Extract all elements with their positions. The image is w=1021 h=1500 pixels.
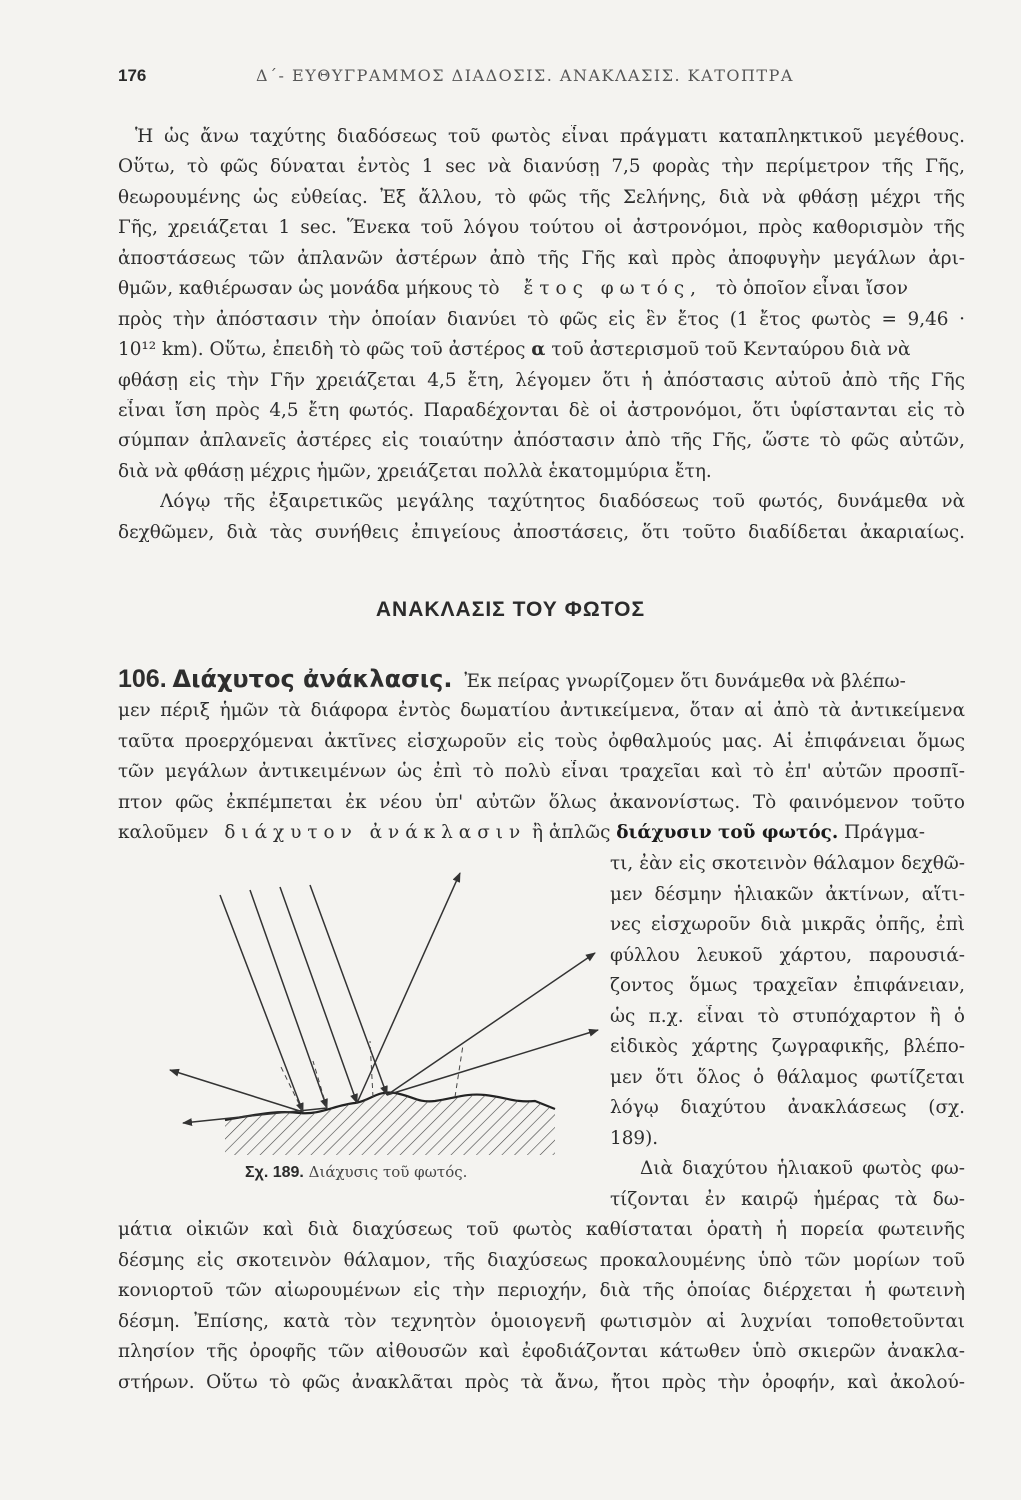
text-line: λόγῳ διαχύτου ἀνακλάσεως (σχ. (610, 1097, 965, 1118)
diffuse-reflection-figure (155, 865, 605, 1165)
text-line: Διὰ διαχύτου ἡλιακοῦ φωτὸς φω- (640, 1158, 965, 1179)
text-line: στήρων. Οὕτω τὸ φῶς ἀνακλᾶται πρὸς τὰ ἄνω, ἤτοι πρὸς τὴν ὀροφήν, καὶ ἀκολού- (118, 1372, 965, 1393)
text-line: Ἡ ὡς ἄνω ταχύτης διαδόσεως τοῦ φωτὸς εἶναι πράγματι καταπληκτικοῦ μεγέθους. (135, 126, 965, 147)
text-line: μεν ὅτι ὅλος ὁ θάλαμος φωτίζεται (610, 1067, 965, 1088)
text-line: ζοντος ὅμως τραχεῖαν ἐπιφάνειαν, (610, 975, 965, 996)
text-span: Πράγμα- (844, 822, 925, 843)
text-line: δέσμη. Ἐπίσης, κατὰ τὸν τεχνητὸν ὁμοιογενῆ φωτισμὸν αἱ λυχνίαι τοποθετοῦνται (118, 1311, 965, 1332)
text-line: νες εἰσχωροῦν διὰ μικρᾶς ὀπῆς, ἐπὶ (610, 914, 965, 935)
text-span: τοῦ ἀστερισμοῦ τοῦ Κενταύρου διὰ νὰ (551, 339, 911, 360)
text-line: εἶναι ἴση πρὸς 4,5 ἔτη φωτός. Παραδέχονται δὲ οἱ ἀστρονόμοι, ὅτι ὑφίστανται εἰς τὸ (118, 400, 965, 421)
text-line: μάτια οἰκιῶν καὶ διὰ διαχύσεως τοῦ φωτὸς καθίσταται ὁρατὴ ἡ πορεία φωτεινῆς (118, 1219, 965, 1240)
section-title: ΑΝΑΚΛΑΣΙΣ ΤΟΥ ΦΩΤΟΣ (375, 598, 646, 621)
page-header (118, 66, 898, 96)
paragraph-number: 106. (118, 665, 167, 693)
text-span: θμῶν, καθιέρωσαν ὡς μονάδα μήκους τὸ (118, 278, 500, 299)
text-line: μεν δέσμην ἡλιακῶν ἀκτίνων, αἵτι- (610, 884, 965, 905)
paragraph-heading-line (118, 667, 968, 694)
text-line: πλησίον τῆς ὀροφῆς τῶν αἰθουσῶν καὶ ἐφοδιάζονται κάτωθεν ὑπὸ σκιερῶν ἀνακλα- (118, 1341, 965, 1362)
running-title: Δ΄- ΕΥΘΥΓΡΑΜΜΟΣ ΔΙΑΔΟΣΙΣ. ΑΝΑΚΛΑΣΙΣ. ΚΑΤΟΠΤΡΑ (256, 66, 794, 85)
text-line: θεωρουμένης ὡς εὐθείας. Ἐξ ἄλλου, τὸ φῶς τῆς Σελήνης, διὰ νὰ φθάσῃ μέχρι τῆς (118, 187, 965, 208)
text-line: 189). (610, 1128, 659, 1149)
text-line: φύλλου λευκοῦ χάρτου, παρουσιά- (610, 945, 965, 966)
text-line: Γῆς, χρειάζεται 1 sec. Ἕνεκα τοῦ λόγου τούτου οἱ ἀστρονόμοι, πρὸς καθορισμὸν τῆς (118, 217, 965, 238)
text-line: δέσμης εἰς σκοτεινὸν θάλαμον, τῆς διαχύσεως προκαλουμένης ὑπὸ τῶν μορίων τοῦ (118, 1250, 965, 1271)
rough-surface (225, 1085, 555, 1155)
text-line: τῶν μεγάλων ἀντικειμένων ὡς ἐπὶ τὸ πολὺ εἶναι τραχεῖαι καὶ τὸ ἐπ' αὐτῶν προσπῖ- (118, 761, 965, 782)
spaced-term: ἔτος φωτός, (523, 278, 703, 299)
figure-title: Διάχυσις τοῦ φωτός. (308, 1163, 468, 1181)
paragraph-heading: Διάχυτος ἀνάκλασις. (172, 665, 453, 693)
text-span: καλοῦμεν (118, 822, 209, 843)
text-line: Λόγῳ τῆς ἐξαιρετικῶς μεγάλης ταχύτητος διαδόσεως τοῦ φωτός, δυνάμεθα νὰ (160, 491, 965, 512)
text-line: ἀποστάσεως τῶν ἀπλανῶν ἀστέρων ἀπὸ τῆς Γῆς καὶ πρὸς ἀποφυγὴν μεγάλων ἀρι- (118, 248, 965, 269)
text-line: σύμπαν ἀπλανεῖς ἀστέρες εἰς τοιαύτην ἀπόστασιν ἀπὸ τῆς Γῆς, ὥστε τὸ φῶς αὐτῶν, (118, 430, 965, 451)
text-line: τίζονται ἐν καιρῷ ἡμέρας τὰ δω- (610, 1189, 965, 1210)
text-line (118, 338, 910, 362)
text-line: εἰδικὸς χάρτης ζωγραφικῆς, βλέπο- (610, 1036, 965, 1057)
text-line: πτον φῶς ἐκπέμπεται ἐκ νέου ὑπ' αὐτῶν ὅλως ἀκανονίστως. Τὸ φαινόμενον τοῦτο (118, 792, 965, 813)
text-line: δεχθῶμεν, διὰ τὰς συνήθεις ἐπιγείους ἀποστάσεις, ὅτι τοῦτο διαδίδεται ἀκαριαίως. (118, 522, 965, 543)
incident-rays (220, 885, 387, 1112)
text-line: φθάσῃ εἰς τὴν Γῆν χρειάζεται 4,5 ἔτη, λέγομεν ὅτι ἡ ἀπόστασις αὐτοῦ ἀπὸ τῆς Γῆς (118, 370, 965, 391)
figure-caption (245, 1163, 467, 1182)
text-line: τι, ἐὰν εἰς σκοτεινὸν θάλαμον δεχθῶ- (610, 853, 965, 874)
text-line (118, 277, 908, 301)
text-line: διὰ νὰ φθάσῃ μέχρις ἡμῶν, χρειάζεται πολλὰ ἑκατομμύρια ἔτη. (118, 461, 712, 482)
text-line: Οὕτω, τὸ φῶς δύναται ἐντὸς 1 sec νὰ διανύσῃ 7,5 φορὰς τὴν περίμετρον τῆς Γῆς, (118, 156, 965, 177)
text-line (118, 821, 925, 845)
figure-label: Σχ. 189. (245, 1164, 304, 1181)
text-span: Ἐκ πείρας γνωρίζομεν ὅτι δυνάμεθα νὰ βλέπω- (464, 671, 906, 692)
text-line: κονιορτοῦ τῶν αἰωρουμένων εἰς τὴν περιοχήν, διὰ τῆς ὁποίας διέρχεται ἡ φωτεινὴ (118, 1280, 965, 1301)
alpha-symbol: α (531, 339, 546, 360)
bold-term: διάχυσιν τοῦ φωτός. (616, 822, 839, 843)
text-line: ταῦτα προερχόμεναι ἀκτῖνες εἰσχωροῦν εἰς τοὺς ὀφθαλμούς μας. Αἱ ἐπιφάνειαι ὅμως (118, 731, 965, 752)
spaced-term: διάχυτον ἀνάκλασιν (224, 822, 527, 843)
text-span: 10¹² km). Οὕτω, ἐπειδὴ τὸ φῶς τοῦ ἀστέρος (118, 339, 526, 360)
text-span: ἢ ἁπλῶς (532, 822, 611, 843)
page-number: 176 (118, 66, 147, 85)
text-line: πρὸς τὴν ἀπόστασιν τὴν ὁποίαν διανύει τὸ φῶς εἰς ἓν ἔτος (1 ἔτος φωτὸς = 9,46 · (118, 309, 965, 330)
text-span: τὸ ὁποῖον εἶναι ἴσον (715, 278, 908, 299)
text-line: ὡς π.χ. εἶναι τὸ στυπόχαρτον ἢ ὁ (610, 1006, 965, 1027)
text-line: μεν πέριξ ἡμῶν τὰ διάφορα ἐντὸς δωματίου ἀντικείμενα, ὅταν αἱ ἀπὸ τὰ ἀντικείμενα (118, 700, 965, 721)
